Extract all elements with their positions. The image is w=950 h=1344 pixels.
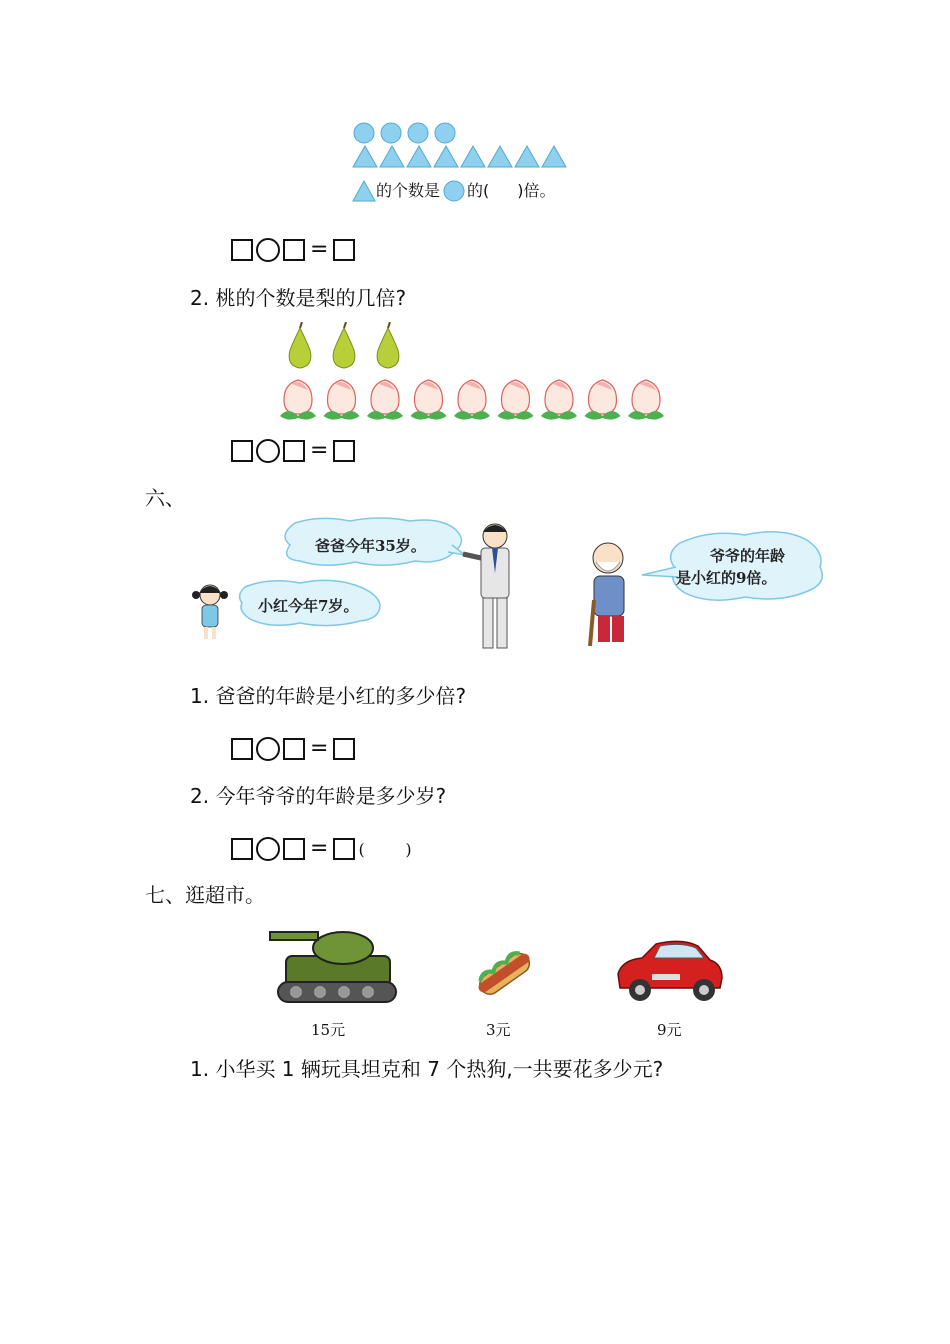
equals-sign: = [310,736,329,761]
peach-icon [324,380,360,420]
answer-box[interactable] [283,738,305,760]
hotdog-image [472,944,536,1002]
blue-triangle [461,146,485,167]
grandpa-figure [590,543,624,646]
speech-bubble-girl [240,580,380,625]
blue-triangle [407,146,431,167]
shapes-question [352,179,556,203]
equals-sign: = [310,237,329,262]
answer-box[interactable] [333,838,355,860]
pear-icon [333,322,355,368]
peach-icon [628,380,664,420]
equals-sign: = [310,438,329,463]
pear-icon [377,322,399,368]
section-7-question-1: 1. 小华买 1 辆玩具坦克和 7 个热狗,一共要花多少元? [190,1057,664,1081]
price-hotdog: 3元 [486,1021,511,1039]
circle-row [352,122,462,146]
answer-box[interactable] [231,440,253,462]
equals-sign: = [310,836,329,861]
blue-circle [408,123,428,143]
triangle-row [352,145,572,169]
operator-circle[interactable] [256,238,280,262]
answer-unit-paren: ( ) [358,839,412,859]
shapes-text-1: 的个数是 [376,181,441,200]
speech-bubble-dad [285,518,465,565]
section-7-heading: 七、逛超市。 [145,883,265,907]
shapes-text-3: )倍。 [517,181,556,200]
speech-bubble-grandpa [642,532,822,600]
peach-icon [498,380,534,420]
pear-icon [289,322,311,368]
blue-triangle [542,146,566,167]
blue-triangle [488,146,512,167]
peach-icon [280,380,316,420]
pear-row [280,322,420,372]
answer-box[interactable] [283,440,305,462]
peach-icon [541,380,577,420]
section-6-heading: 六、 [145,486,185,510]
equation-3 [231,737,355,761]
blue-triangle [434,146,458,167]
circle-icon [443,180,467,202]
operator-circle[interactable] [256,737,280,761]
blue-circle [435,123,455,143]
tank-image [268,920,400,1008]
shapes-text-2: 的( [467,181,490,200]
peach-icon [411,380,447,420]
car-image [612,930,726,1006]
blue-triangle [380,146,404,167]
bubble-dad-text: 爸爸今年35岁。 [315,537,426,555]
answer-box[interactable] [231,738,253,760]
equation-4 [231,837,412,861]
bubble-grandpa-line1: 爷爷的年龄 [710,547,786,565]
answer-box[interactable] [231,838,253,860]
blue-triangle [515,146,539,167]
blue-circle [354,123,374,143]
peach-icon [585,380,621,420]
peach-icon [454,380,490,420]
answer-box[interactable] [333,440,355,462]
triangle-icon [352,180,376,202]
operator-circle[interactable] [256,439,280,463]
blue-triangle [353,146,377,167]
peach-icon [367,380,403,420]
dad-figure [463,524,509,648]
answer-box[interactable] [231,239,253,261]
section-6-question-1: 1. 爸爸的年龄是小红的多少倍? [190,684,467,708]
equation-2 [231,439,355,463]
blue-circle [381,123,401,143]
answer-box[interactable] [283,838,305,860]
question-peach-pear: 2. 桃的个数是梨的几倍? [190,286,407,310]
bubble-grandpa-line2: 是小红的9倍。 [676,569,777,587]
equation-1 [231,238,355,262]
operator-circle[interactable] [256,837,280,861]
peach-row [276,376,676,424]
girl-figure [192,585,228,639]
answer-box[interactable] [333,239,355,261]
answer-box[interactable] [283,239,305,261]
price-car: 9元 [657,1021,682,1039]
bubble-girl-text: 小红今年7岁。 [258,597,359,615]
section-6-illustration [180,515,830,655]
answer-box[interactable] [333,738,355,760]
section-6-question-2: 2. 今年爷爷的年龄是多少岁? [190,784,447,808]
price-tank: 15元 [311,1021,346,1039]
